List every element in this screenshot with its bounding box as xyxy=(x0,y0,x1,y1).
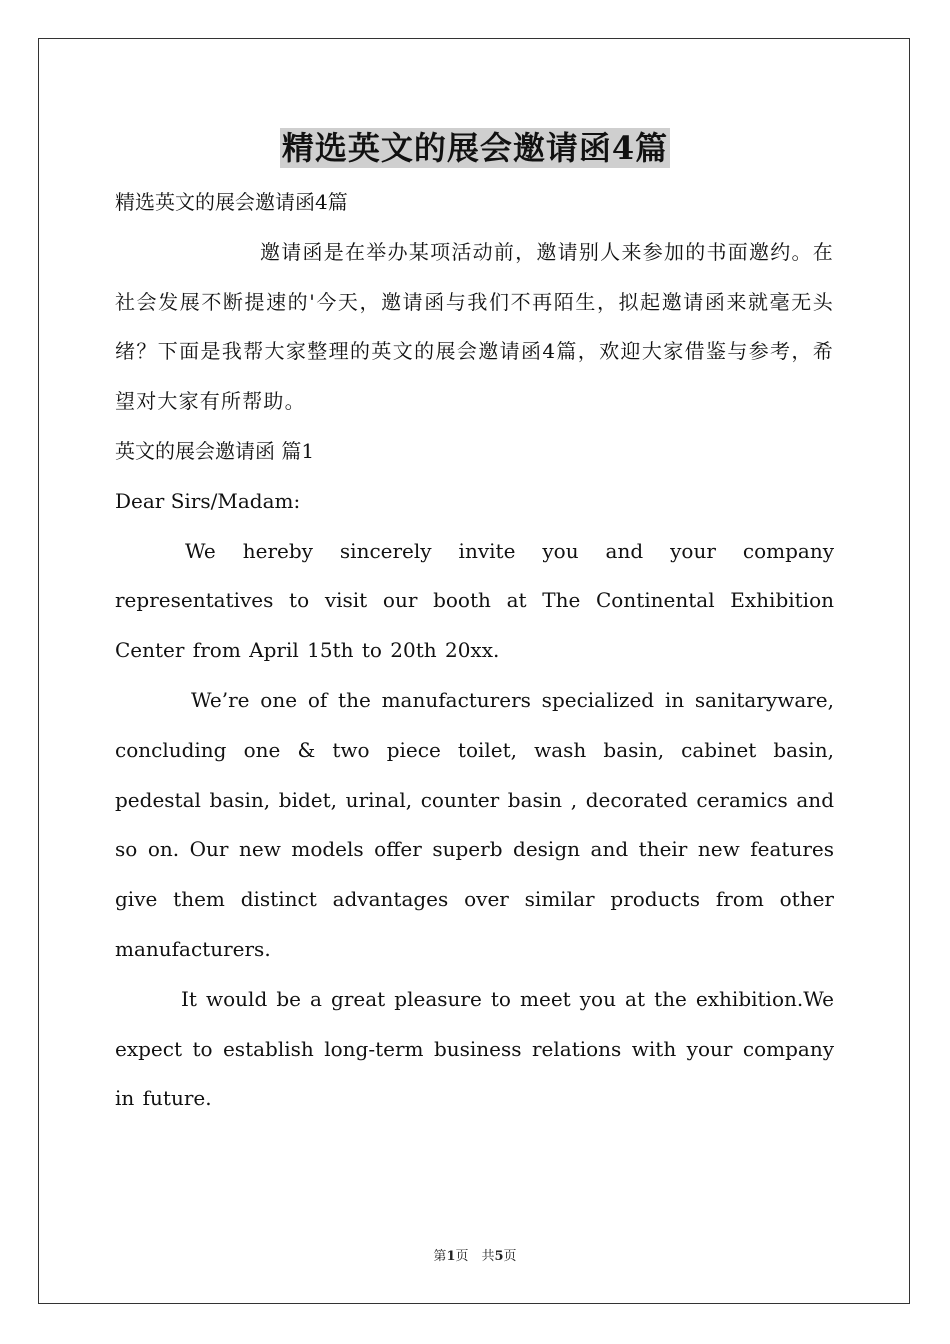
footer-middle: 页 共 xyxy=(455,1249,495,1264)
title-container xyxy=(0,128,950,168)
footer-prefix: 第 xyxy=(433,1249,447,1264)
page-footer xyxy=(0,1248,950,1266)
body-paragraph-closing: It would be a great pleasure to meet you at the exhibition.We expect to establish long-term business relations with your company in future. xyxy=(115,986,834,1111)
document-body xyxy=(115,178,834,1124)
body-paragraph-products: We’re one of the manufacturers specialized in sanitaryware, concluding one & two piece toilet, wash basin, cabinet basin, pedestal basin, bidet, urinal, counter basin , decorated ceramics and so on. Our new models offer superb design and their new features give them distinct advantages over similar products from other manufacturers. xyxy=(115,687,834,961)
document-subtitle: 精选英文的展会邀请函4篇 xyxy=(115,190,348,214)
footer-page-number: 1 xyxy=(446,1249,456,1264)
intro-paragraph: 邀请函是在举办某项活动前，邀请别人来参加的书面邀约。在社会发展不断提速的'今天，邀请函与我们不再陌生，拟起邀请函来就毫无头绪？下面是我帮大家整理的英文的展会邀请函4篇，欢迎大家借鉴与参考，希望对大家有所帮助。 xyxy=(115,239,834,414)
section-heading: 英文的展会邀请函 篇1 xyxy=(115,438,315,463)
footer-total-pages: 5 xyxy=(494,1249,504,1264)
footer-suffix: 页 xyxy=(503,1249,517,1264)
salutation: Dear Sirs/Madam: xyxy=(115,488,301,513)
document-title: 精选英文的展会邀请函4篇 xyxy=(281,129,669,167)
body-paragraph-invitation: We hereby sincerely invite you and your company representatives to visit our booth at The Continental Exhibition Center from April 15th to 20th 20xx. xyxy=(115,538,834,663)
